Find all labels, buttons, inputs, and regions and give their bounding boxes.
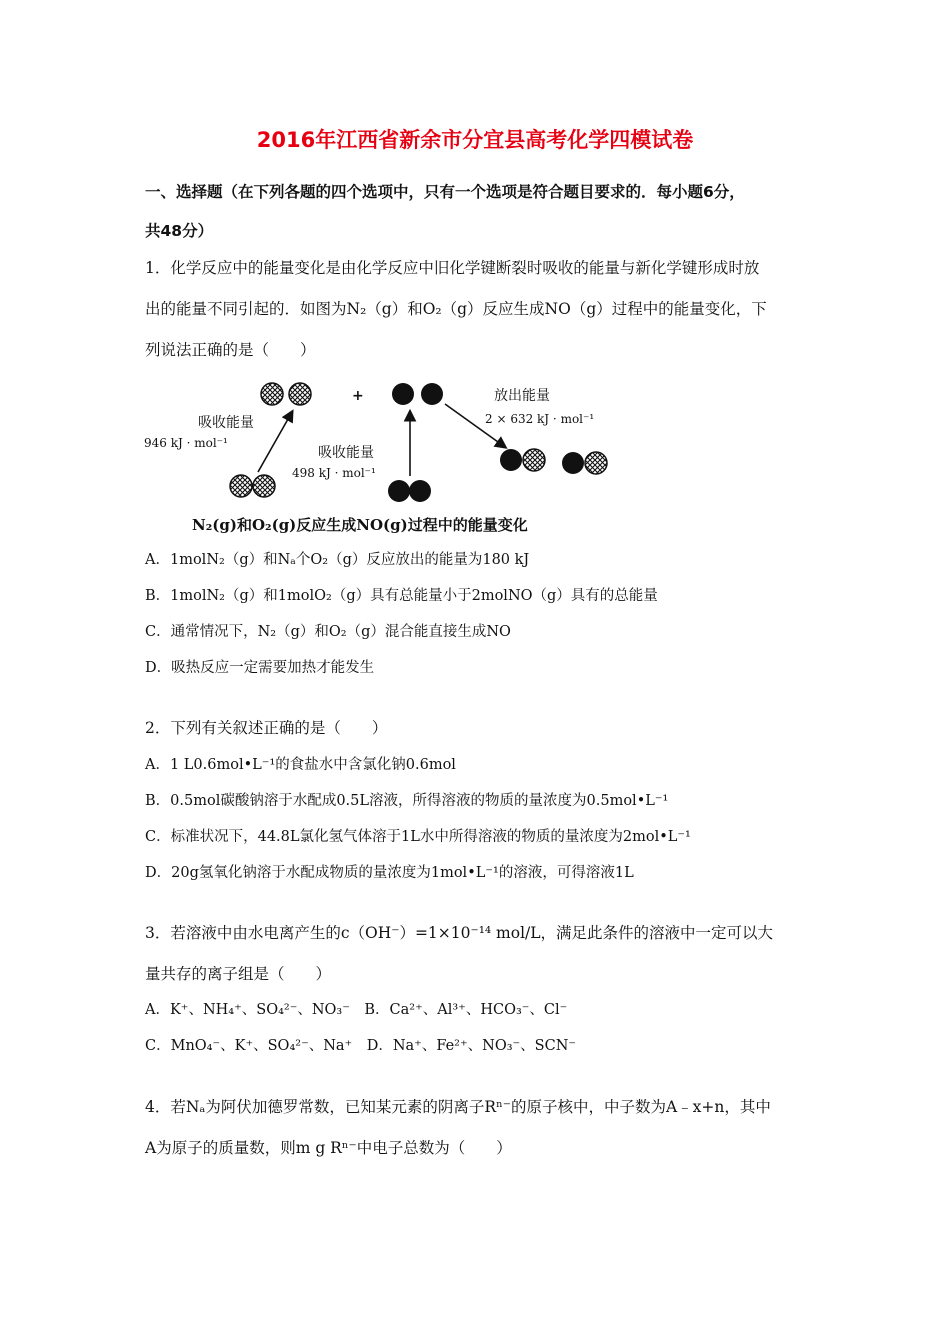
release-energy-label: 放出能量 — [494, 388, 550, 404]
q4-stem-line2: A为原子的质量数，则m g Rⁿ⁻中电子总数为（ ） — [145, 1139, 512, 1157]
o-atom-icon — [421, 383, 443, 405]
q1-option-d: D．吸热反应一定需要加热才能发生 — [145, 660, 375, 676]
n2-molecule-icon — [230, 475, 252, 497]
q1-stem-line1: 1．化学反应中的能量变化是由化学反应中旧化学键断裂时吸收的能量与新化学键形成时放 — [145, 259, 760, 277]
plus-sign: + — [352, 388, 364, 404]
q3-options-cd: C．MnO₄⁻、K⁺、SO₄²⁻、Na⁺ D．Na⁺、Fe²⁺、NO₃⁻、SCN⁻ — [145, 1038, 577, 1054]
q3-options-ab: A．K⁺、NH₄⁺、SO₄²⁻、NO₃⁻ B．Ca²⁺、Al³⁺、HCO₃⁻、Cl⁻ — [145, 1002, 568, 1018]
section-heading-line1: 一、选择题（在下列各题的四个选项中，只有一个选项是符合题目要求的．每小题6分， — [145, 183, 745, 201]
o-atom-icon — [392, 383, 414, 405]
q2-option-b: B．0.5mol碳酸钠溶于水配成0.5L溶液，所得溶液的物质的量浓度为0.5mol•L⁻¹ — [145, 793, 669, 809]
release-energy-value: 2 × 632 kJ · mol⁻¹ — [485, 412, 595, 426]
n-atom-icon — [289, 383, 311, 405]
absorb-energy-label-2: 吸收能量 — [318, 445, 374, 461]
arrow-icon — [258, 412, 292, 472]
absorb-energy-value-2: 498 kJ · mol⁻¹ — [292, 466, 376, 480]
no-molecule-icon — [523, 449, 545, 471]
q3-stem-line2: 量共存的离子组是（ ） — [145, 965, 332, 983]
n-atom-icon — [261, 383, 283, 405]
no-molecule-icon — [562, 452, 584, 474]
q4-stem-line1: 4．若Nₐ为阿伏加德罗常数，已知某元素的阴离子Rⁿ⁻的原子核中，中子数为A﹣x+n，其中 — [145, 1098, 771, 1116]
q1-option-b: B．1molN₂（g）和1molO₂（g）具有总能量小于2molNO（g）具有的总能量 — [145, 588, 658, 604]
q2-stem: 2．下列有关叙述正确的是（ ） — [145, 719, 388, 737]
energy-change-diagram — [140, 370, 620, 538]
page-title: 2016年江西省新余市分宜县高考化学四模试卷 — [256, 128, 694, 152]
q1-option-c: C．通常情况下，N₂（g）和O₂（g）混合能直接生成NO — [145, 624, 511, 640]
q3-stem-line1: 3．若溶液中由水电离产生的c（OH⁻）=1×10⁻¹⁴ mol/L，满足此条件的溶液中一定可以大 — [145, 924, 774, 942]
o2-molecule-icon — [388, 480, 410, 502]
no-molecule-icon — [585, 452, 607, 474]
o2-molecule-icon — [409, 480, 431, 502]
q1-stem-line2: 出的能量不同引起的．如图为N₂（g）和O₂（g）反应生成NO（g）过程中的能量变化，下 — [145, 300, 767, 318]
absorb-energy-value-1: 946 kJ · mol⁻¹ — [144, 436, 228, 450]
diagram-caption: N₂(g)和O₂(g)反应生成NO(g)过程中的能量变化 — [192, 516, 528, 534]
n2-molecule-icon — [253, 475, 275, 497]
q1-option-a: A．1molN₂（g）和Nₐ个O₂（g）反应放出的能量为180 kJ — [145, 552, 530, 568]
q2-option-c: C．标准状况下，44.8L氯化氢气体溶于1L水中所得溶液的物质的量浓度为2mol•L⁻¹ — [145, 829, 691, 845]
q1-stem-line3: 列说法正确的是（ ） — [145, 341, 316, 359]
section-heading-line2: 共48分） — [145, 222, 214, 240]
no-molecule-icon — [500, 449, 522, 471]
q2-option-a: A．1 L0.6mol•L⁻¹的食盐水中含氯化钠0.6mol — [145, 757, 456, 773]
q2-option-d: D．20g氢氧化钠溶于水配成物质的量浓度为1mol•L⁻¹的溶液，可得溶液1L — [145, 865, 634, 881]
absorb-energy-label-1: 吸收能量 — [198, 415, 254, 431]
